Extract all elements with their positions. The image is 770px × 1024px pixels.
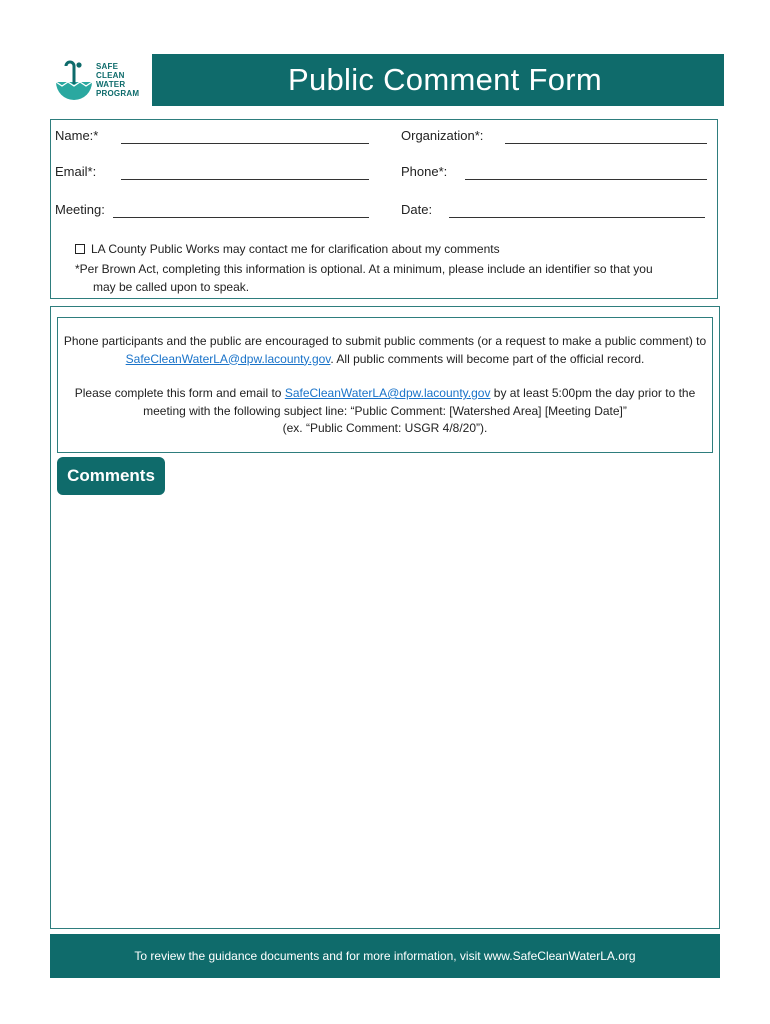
brown-act-note-line1: *Per Brown Act, completing this information is optional. At a minimum, please include an identifier so that you <box>75 262 653 276</box>
organization-input-line[interactable] <box>505 143 707 144</box>
email-link-2[interactable]: SafeCleanWaterLA@dpw.lacounty.gov <box>284 386 491 400</box>
logo-line-water: WATER <box>96 80 126 89</box>
phone-input-line[interactable] <box>465 179 707 180</box>
date-label: Date: <box>401 202 433 217</box>
logo-text <box>96 62 139 98</box>
meeting-input-line[interactable] <box>113 217 369 218</box>
comments-heading: Comments <box>57 457 165 495</box>
footer-banner <box>50 934 720 978</box>
contact-consent-checkbox[interactable] <box>75 244 85 254</box>
brown-act-note <box>75 260 715 296</box>
title-banner <box>152 54 724 106</box>
comment-section <box>50 306 720 929</box>
meeting-label: Meeting: <box>55 202 105 217</box>
page-title: Public Comment Form <box>287 62 603 97</box>
logo-line-clean: CLEAN <box>96 71 125 80</box>
logo-line-program: PROGRAM <box>96 89 140 98</box>
comments-text-area[interactable] <box>57 503 713 921</box>
logo-line-safe: SAFE <box>96 62 119 71</box>
email-input-line[interactable] <box>121 179 369 180</box>
name-input-line[interactable] <box>121 143 369 144</box>
name-label: Name:* <box>55 128 99 143</box>
instructions-paragraph-2 <box>58 385 712 438</box>
instructions-notice <box>57 317 713 453</box>
email-label: Email*: <box>55 164 97 179</box>
instructions-p2-after: by at least 5:00pm the day prior to the meeting with the following subject line: “Public Comment: [Watershed Area] [Meeting Date]” <box>143 386 696 418</box>
umbrella-icon <box>54 60 94 106</box>
organization-label: Organization*: <box>401 128 484 143</box>
instructions-p2-example: (ex. “Public Comment: USGR 4/8/20”). <box>282 421 488 435</box>
contact-consent-label: LA County Public Works may contact me for clarification about my comments <box>91 242 500 256</box>
instructions-p1-before: Phone participants and the public are encouraged to submit public comments (or a request to make a public comment) to <box>63 334 707 348</box>
logo <box>54 60 154 106</box>
contact-consent-row <box>75 242 500 256</box>
instructions-paragraph-1 <box>58 333 712 368</box>
brown-act-note-line2: may be called upon to speak. <box>93 280 250 294</box>
instructions-p1-after: . All public comments will become part of the official record. <box>330 351 645 366</box>
contact-info-section <box>50 119 718 299</box>
email-link-1[interactable]: SafeCleanWaterLA@dpw.lacounty.gov <box>125 351 331 366</box>
footer-text: To review the guidance documents and for more information, visit www.SafeCleanWaterLA.org <box>134 949 636 963</box>
date-input-line[interactable] <box>449 217 705 218</box>
instructions-p2-before: Please complete this form and email to <box>74 386 285 400</box>
phone-label: Phone*: <box>401 164 448 179</box>
